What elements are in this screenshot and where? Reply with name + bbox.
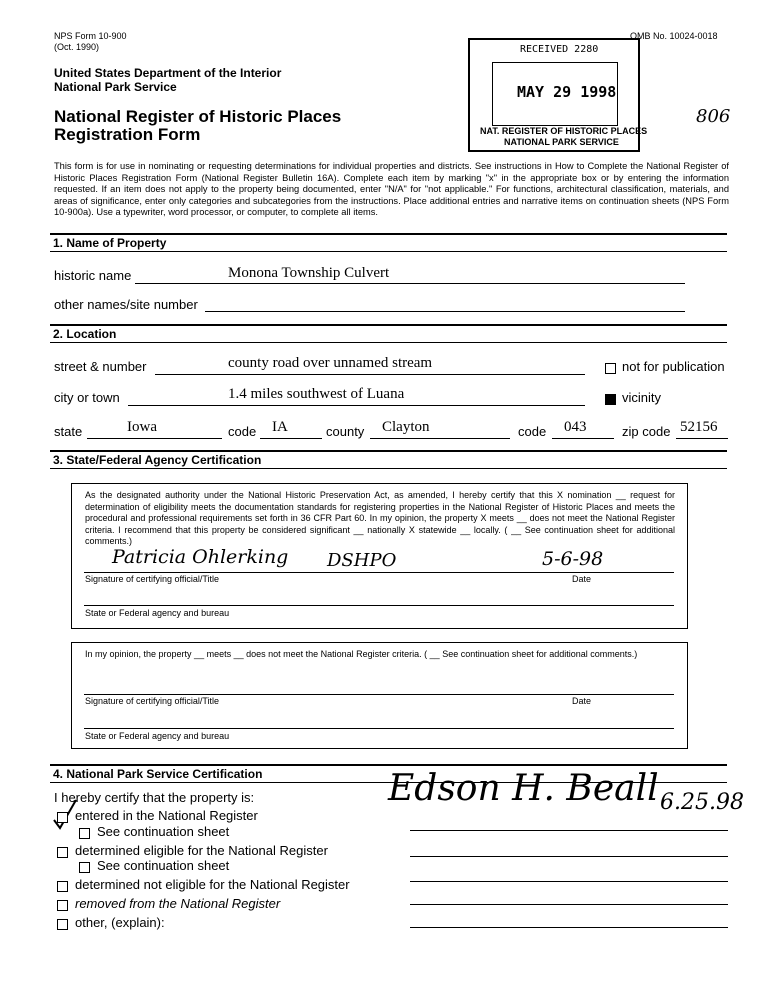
zip-label: zip code bbox=[622, 424, 671, 439]
handwritten-note: 806 bbox=[696, 106, 731, 127]
not-eligible-checkbox[interactable] bbox=[57, 881, 68, 892]
entered-continuation-label: See continuation sheet bbox=[97, 824, 230, 839]
zip-field[interactable]: 52156 bbox=[680, 419, 718, 435]
other-label: other, (explain): bbox=[75, 915, 165, 930]
eligible-checkbox[interactable] bbox=[57, 847, 68, 858]
removed-label: removed from the National Register bbox=[75, 896, 281, 911]
state-line bbox=[87, 438, 222, 439]
not-for-publication-checkbox[interactable] bbox=[605, 363, 616, 374]
certification-text: As the designated authority under the National Historic Preservation Act, as amended, I hereby certify that this X nomination __ request for determination of eligibility meets the documentation standards for registering properties in the National Register of Historic Places and meets the procedural and professional requirements set forth in 36 CFR Part 60. In my opinion, the property X meets __ does not meet the National Register criteria. I recommend that this property be considered significant __ nationally X statewide __ locally. ( __ See continuation sheet for additional comments.) bbox=[85, 490, 675, 547]
eligible-continuation-checkbox[interactable] bbox=[79, 862, 90, 873]
state-field[interactable]: Iowa bbox=[127, 419, 157, 435]
date-label: Date bbox=[572, 574, 592, 584]
stamp-inner-box bbox=[492, 62, 618, 126]
city-label: city or town bbox=[54, 390, 120, 405]
not-for-publication-label: not for publication bbox=[622, 359, 725, 374]
zip-line bbox=[676, 438, 728, 439]
department-name: United States Department of the Interior bbox=[54, 66, 282, 80]
county-code-line bbox=[552, 438, 614, 439]
street-line bbox=[155, 374, 585, 375]
official-date: 5-6-98 bbox=[542, 548, 604, 570]
eligible-label: determined eligible for the National Register bbox=[75, 843, 328, 858]
agency-line-2 bbox=[84, 728, 674, 729]
section-3-header bbox=[50, 450, 727, 469]
received-stamp bbox=[468, 38, 648, 152]
vicinity-checkbox[interactable] bbox=[605, 394, 616, 405]
city-line bbox=[128, 405, 585, 406]
entered-continuation-checkbox[interactable] bbox=[79, 828, 90, 839]
state-code-field[interactable]: IA bbox=[272, 419, 288, 435]
entered-label: entered in the National Register bbox=[75, 808, 258, 823]
state-code-line bbox=[260, 438, 322, 439]
other-names-label: other names/site number bbox=[54, 297, 198, 312]
official-title: DSHPO bbox=[327, 550, 397, 571]
not-eligible-label: determined not eligible for the National Register bbox=[75, 877, 350, 892]
service-name: National Park Service bbox=[54, 80, 177, 94]
form-number: NPS Form 10-900 bbox=[54, 31, 127, 41]
official-signature: Patricia Ohlerking bbox=[112, 546, 289, 568]
signature-line bbox=[84, 572, 674, 573]
agency-line bbox=[84, 605, 674, 606]
county-line bbox=[370, 438, 510, 439]
eligible-continuation-label: See continuation sheet bbox=[97, 858, 230, 873]
form-date: (Oct. 1990) bbox=[54, 42, 100, 52]
section-1-title: 1. Name of Property bbox=[53, 236, 167, 250]
county-field[interactable]: Clayton bbox=[382, 419, 430, 435]
agency-label-2: State or Federal agency and bureau bbox=[85, 731, 230, 741]
section-4-title: 4. National Park Service Certification bbox=[53, 767, 263, 781]
keeper-line-1 bbox=[410, 830, 728, 831]
omb-number: OMB No. 10024-0018 bbox=[630, 31, 718, 41]
keeper-line-3 bbox=[410, 881, 728, 882]
city-field[interactable]: 1.4 miles southwest of Luana bbox=[228, 386, 405, 402]
certification-box bbox=[71, 483, 688, 629]
keeper-line-2 bbox=[410, 856, 728, 857]
other-names-line bbox=[205, 311, 685, 312]
opinion-text: In my opinion, the property __ meets __ does not meet the National Register criteria. ( __ See continuation sheet for additional comments.) bbox=[85, 649, 638, 659]
form-subtitle: Registration Form bbox=[54, 125, 201, 144]
date-label-2: Date bbox=[572, 696, 592, 706]
keeper-line-4 bbox=[410, 904, 728, 905]
section-1-header bbox=[50, 233, 727, 252]
historic-name-field[interactable]: Monona Township Culvert bbox=[228, 265, 390, 281]
entered-checkbox[interactable] bbox=[57, 812, 68, 823]
agency-label: State or Federal agency and bureau bbox=[85, 608, 230, 618]
street-field[interactable]: county road over unnamed stream bbox=[228, 355, 433, 371]
form-title: National Register of Historic Places bbox=[54, 107, 342, 126]
signature-label-2: Signature of certifying official/Title bbox=[85, 696, 220, 706]
signature-line-2 bbox=[84, 694, 674, 695]
removed-checkbox[interactable] bbox=[57, 900, 68, 911]
state-label: state bbox=[54, 424, 83, 439]
vicinity-label: vicinity bbox=[622, 390, 662, 405]
county-code-label: code bbox=[518, 424, 547, 439]
keeper-line-5 bbox=[410, 927, 728, 928]
keeper-signature: Edson H. Beall bbox=[388, 768, 659, 809]
other-checkbox[interactable] bbox=[57, 919, 68, 930]
opinion-box bbox=[71, 642, 688, 749]
section-2-title: 2. Location bbox=[53, 327, 117, 341]
county-code-field[interactable]: 043 bbox=[564, 419, 587, 435]
stamp-org-2: NATIONAL PARK SERVICE bbox=[504, 137, 619, 147]
signature-label: Signature of certifying official/Title bbox=[85, 574, 220, 584]
street-label: street & number bbox=[54, 359, 147, 374]
state-code-label: code bbox=[228, 424, 257, 439]
keeper-date: 6.25.98 bbox=[660, 790, 744, 815]
historic-name-line bbox=[135, 283, 685, 284]
stamp-date: MAY 29 1998 bbox=[517, 83, 617, 101]
instructions-paragraph: This form is for use in nominating or requesting determinations for individual properties and districts. See instructions in How to Complete the National Register of Historic Places Registration Form (National Register Bulletin 16A). Complete each item by marking "x" in the appropriate box or by entering the information requested. If an item does not apply to the property being documented, enter "N/A" for "not applicable." For functions, architectural classification, materials, and areas of significance, enter only categories and subcategories from the instructions. Place additional entries and narrative items on continuation sheets (NPS Form 10-900a). Use a typewriter, word processor, or computer, to complete all items. bbox=[54, 161, 729, 218]
nps-intro: I hereby certify that the property is: bbox=[54, 790, 255, 805]
stamp-org: NAT. REGISTER OF HISTORIC PLACES bbox=[480, 126, 648, 136]
section-2-header bbox=[50, 324, 727, 343]
stamp-received: RECEIVED 2280 bbox=[520, 44, 599, 55]
historic-name-label: historic name bbox=[54, 268, 132, 283]
county-label: county bbox=[326, 424, 365, 439]
section-3-title: 3. State/Federal Agency Certification bbox=[53, 453, 262, 467]
